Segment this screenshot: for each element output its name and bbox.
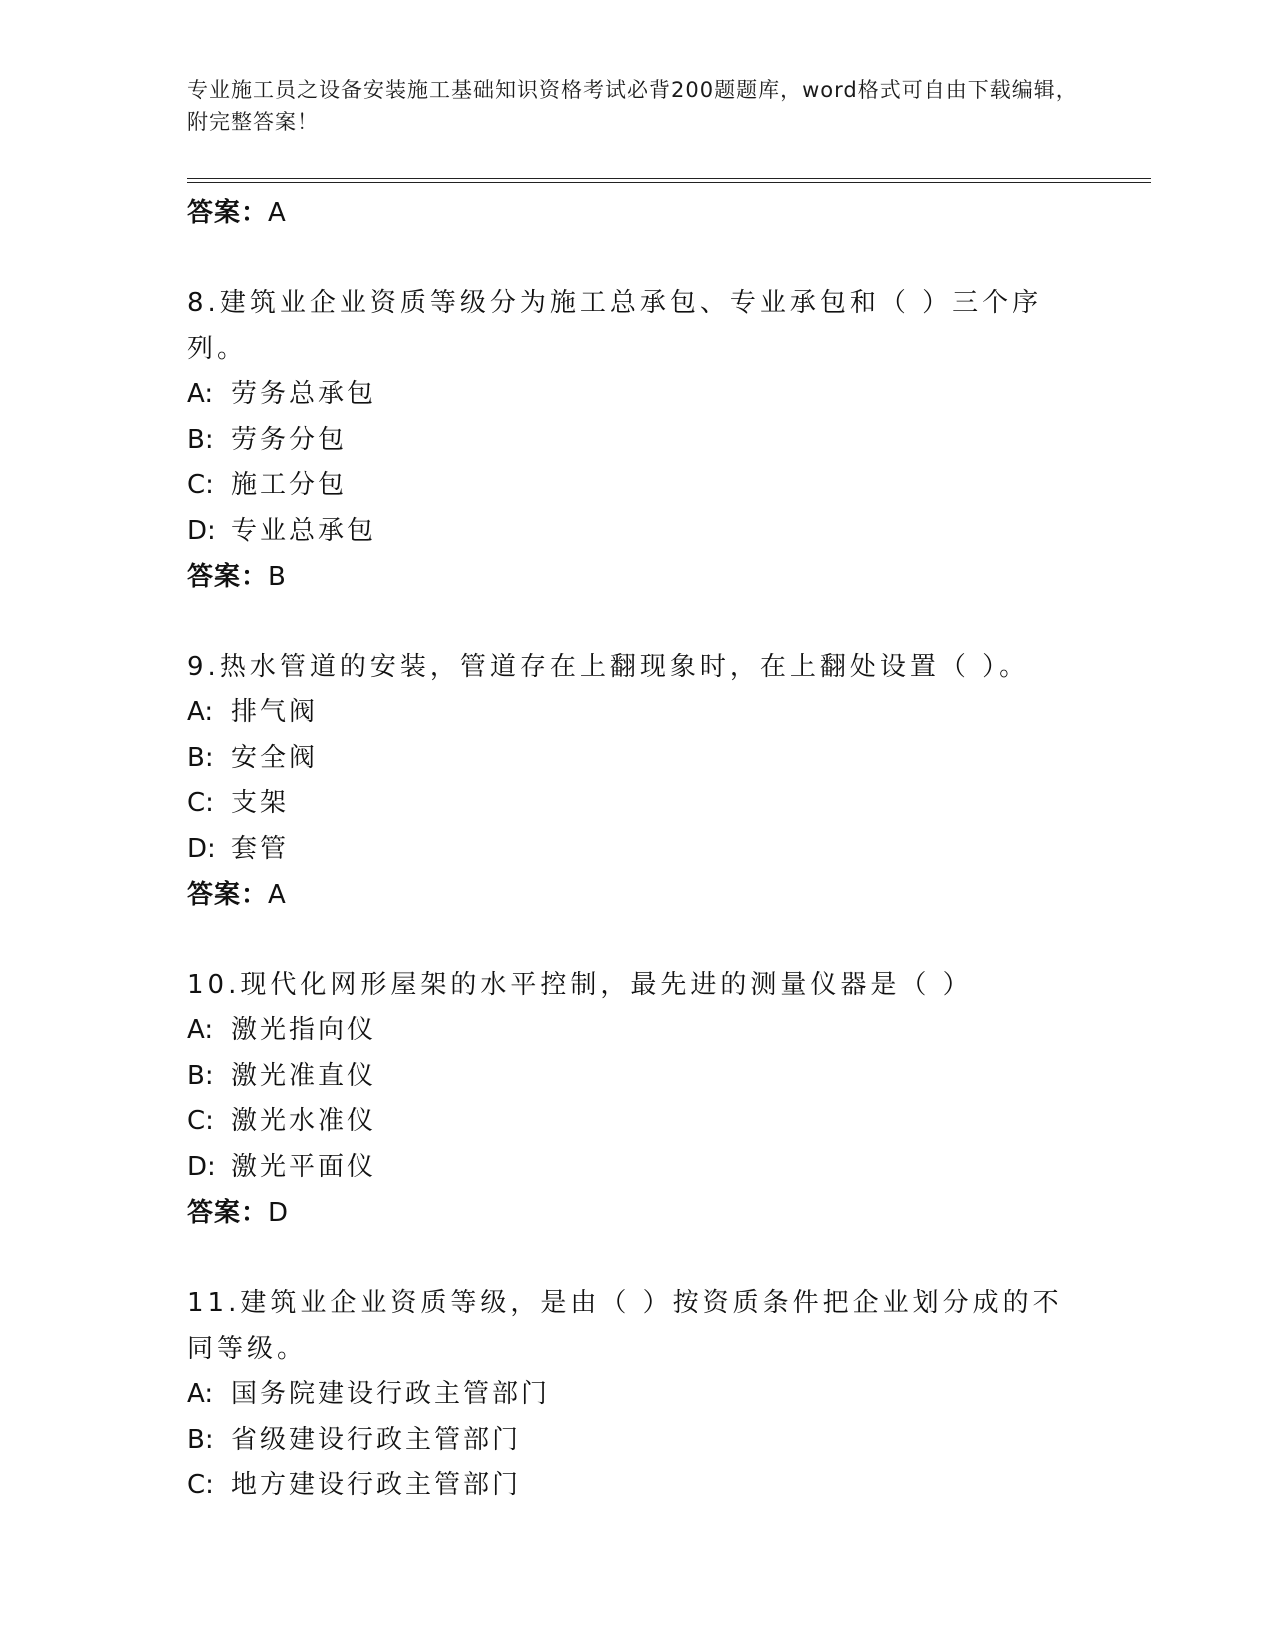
option-text: 施工分包 [231,470,348,500]
option-key: C: [187,1106,214,1136]
option-d [187,1145,1151,1191]
answer-line [187,190,1151,236]
option-key: A: [187,697,214,727]
option-a [187,690,1151,736]
answer-label: 答案： [187,1198,269,1228]
option-key: A: [187,1015,214,1045]
answer-line [187,554,1151,600]
question-text: 10.现代化网形屋架的水平控制，最先进的测量仪器是（ ） [187,970,973,1000]
option-b [187,418,1151,464]
option-a [187,1372,1151,1418]
option-d [187,827,1151,873]
option-text: 劳务分包 [231,424,348,455]
question-number: 10. [187,970,241,1000]
option-key: A: [187,1379,214,1409]
option-text: 套管 [231,833,290,864]
option-d [187,509,1151,555]
option-key: D: [187,515,216,546]
option-text: 地方建设行政主管部门 [231,1470,522,1500]
option-text: 激光准直仪 [231,1060,377,1091]
option-key: C: [187,1470,214,1500]
answer-label: 答案： [187,198,269,228]
option-key: B: [187,1424,214,1455]
option-key: D: [187,833,216,864]
question-number: 8. [187,288,220,318]
option-text: 安全阀 [231,742,319,773]
option-text: 劳务总承包 [231,379,377,409]
answer-line [187,872,1151,918]
answer-label: 答案： [187,880,269,910]
header-divider-top [187,178,1151,179]
option-text: 激光指向仪 [231,1015,377,1045]
question-number: 9. [187,652,220,682]
answer-value: B [268,562,287,592]
question-text: 11.建筑业企业资质等级，是由（ ）按资质条件把企业划分成的不同等级。 [187,1288,1063,1364]
option-c [187,1099,1151,1145]
option-text: 支架 [231,788,290,818]
option-b [187,1054,1151,1100]
answer-line [187,1190,1151,1236]
option-c [187,781,1151,827]
question-number: 11. [187,1288,241,1318]
option-a [187,372,1151,418]
question-text: 8.建筑业企业资质等级分为施工总承包、专业承包和（ ）三个序列。 [187,288,1043,364]
option-key: C: [187,788,214,818]
header-divider-bottom [187,182,1151,183]
answer-value: A [268,198,287,228]
question-text: 9.热水管道的安装，管道存在上翻现象时，在上翻处设置（ ）。 [187,652,1030,682]
option-b [187,1418,1151,1464]
option-text: 排气阀 [231,697,319,727]
question-list [187,190,1151,1509]
answer-value: A [268,880,287,910]
option-c [187,463,1151,509]
option-text: 国务院建设行政主管部门 [231,1379,551,1409]
option-c [187,1463,1151,1509]
option-key: C: [187,470,214,500]
option-text: 省级建设行政主管部门 [231,1424,522,1455]
option-a [187,1008,1151,1054]
option-key: A: [187,379,214,409]
option-key: B: [187,424,214,455]
answer-label: 答案： [187,562,269,592]
option-text: 专业总承包 [231,515,377,546]
option-key: B: [187,1060,214,1091]
option-text: 激光平面仪 [231,1151,377,1182]
document-header: 专业施工员之设备安装施工基础知识资格考试必背200题题库，word格式可自由下载编辑，附完整答案！ [187,78,1078,134]
option-b [187,736,1151,782]
option-key: D: [187,1151,216,1182]
option-text: 激光水准仪 [231,1106,377,1136]
option-key: B: [187,742,214,773]
answer-value: D [268,1198,290,1228]
